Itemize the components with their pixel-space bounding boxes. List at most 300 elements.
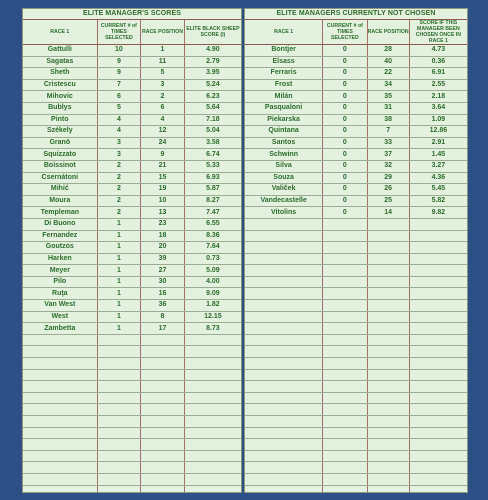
empty-cell <box>97 485 141 493</box>
table-cell: 4 <box>97 114 141 126</box>
empty-row <box>245 369 467 381</box>
empty-cell <box>367 427 409 439</box>
table-cell: 28 <box>367 45 409 57</box>
empty-cell <box>184 404 241 416</box>
table-row <box>23 311 241 323</box>
empty-cell <box>409 242 467 254</box>
table-cell: 1.09 <box>409 114 467 126</box>
table-cell: Bublys <box>23 102 97 114</box>
table-cell: 2 <box>97 160 141 172</box>
table-cell: 4 <box>141 114 185 126</box>
table-cell: 0 <box>323 114 367 126</box>
table-cell: Meyer <box>23 265 97 277</box>
col-header: ELITE BLACK SHEEP SCORE (I) <box>184 20 241 45</box>
table-cell: Gattulli <box>23 45 97 57</box>
empty-cell <box>323 485 367 493</box>
table-cell: 1 <box>97 311 141 323</box>
empty-cell <box>323 346 367 358</box>
empty-cell <box>245 334 323 346</box>
table-row <box>23 114 241 126</box>
empty-cell <box>245 427 323 439</box>
table-cell: 4.90 <box>184 45 241 57</box>
table-cell: 2 <box>141 91 185 103</box>
table-cell: 0 <box>323 102 367 114</box>
table-row <box>23 184 241 196</box>
empty-cell <box>323 473 367 485</box>
elite-scores-panel <box>22 8 242 493</box>
table-cell: 9.82 <box>409 207 467 219</box>
empty-cell <box>141 462 185 474</box>
not-chosen-panel <box>244 8 468 493</box>
empty-cell <box>409 369 467 381</box>
empty-cell <box>409 485 467 493</box>
table-cell: 1 <box>97 323 141 335</box>
table-cell: 0.73 <box>184 253 241 265</box>
table-cell: Ruţa <box>23 288 97 300</box>
table-cell: Frost <box>245 79 323 91</box>
table-cell: 3 <box>141 79 185 91</box>
table-cell: 2.18 <box>409 91 467 103</box>
table-cell: 35 <box>367 91 409 103</box>
table-row <box>245 137 467 149</box>
empty-cell <box>409 473 467 485</box>
empty-cell <box>323 381 367 393</box>
empty-cell <box>245 369 323 381</box>
table-cell: 6.23 <box>184 91 241 103</box>
table-cell: Cristescu <box>23 79 97 91</box>
empty-cell <box>184 358 241 370</box>
empty-row <box>245 450 467 462</box>
table-cell: 4 <box>97 126 141 138</box>
table-cell: 2.91 <box>409 137 467 149</box>
empty-cell <box>409 381 467 393</box>
empty-cell <box>97 439 141 451</box>
empty-cell <box>367 450 409 462</box>
table-cell: Milán <box>245 91 323 103</box>
table-cell: 3 <box>97 149 141 161</box>
empty-cell <box>245 230 323 242</box>
table-cell: Moura <box>23 195 97 207</box>
empty-cell <box>409 358 467 370</box>
empty-cell <box>141 381 185 393</box>
empty-cell <box>409 288 467 300</box>
header-row <box>245 20 467 45</box>
empty-cell <box>97 404 141 416</box>
col-header: CURRENT # of TIMES SELECTED <box>97 20 141 45</box>
empty-cell <box>323 450 367 462</box>
table-row <box>245 172 467 184</box>
empty-cell <box>367 311 409 323</box>
table-cell: 5.87 <box>184 184 241 196</box>
empty-cell <box>97 381 141 393</box>
table-cell: 29 <box>367 172 409 184</box>
empty-cell <box>245 218 323 230</box>
table-cell: 6 <box>97 91 141 103</box>
empty-cell <box>23 485 97 493</box>
table-cell: 26 <box>367 184 409 196</box>
empty-cell <box>245 392 323 404</box>
empty-cell <box>184 369 241 381</box>
empty-cell <box>367 218 409 230</box>
table-cell: 0 <box>323 68 367 80</box>
table-row <box>23 253 241 265</box>
empty-cell <box>23 381 97 393</box>
table-cell: 8 <box>141 311 185 323</box>
empty-cell <box>323 311 367 323</box>
table-cell: 10 <box>97 45 141 57</box>
empty-cell <box>141 416 185 428</box>
table-cell: 8.27 <box>184 195 241 207</box>
table-cell: Squizzato <box>23 149 97 161</box>
table-cell: Boissinot <box>23 160 97 172</box>
empty-cell <box>141 392 185 404</box>
table-cell: 1.82 <box>184 300 241 312</box>
table-cell: 1 <box>97 218 141 230</box>
empty-cell <box>184 392 241 404</box>
empty-cell <box>184 427 241 439</box>
empty-row <box>245 427 467 439</box>
empty-cell <box>323 427 367 439</box>
table-row <box>23 276 241 288</box>
col-header: SCORE IF THIS MANAGER BEEN CHOSEN ONCE IN RACE 1 <box>409 20 467 45</box>
table-row <box>23 300 241 312</box>
empty-row <box>245 358 467 370</box>
empty-cell <box>23 334 97 346</box>
empty-cell <box>409 334 467 346</box>
table-cell: 1 <box>141 45 185 57</box>
table-row <box>23 218 241 230</box>
table-row <box>23 230 241 242</box>
empty-cell <box>367 265 409 277</box>
table-cell: 0 <box>323 45 367 57</box>
table-cell: 7 <box>367 126 409 138</box>
table-row <box>245 149 467 161</box>
table-cell: Piekarska <box>245 114 323 126</box>
empty-row <box>23 439 241 451</box>
table-row <box>23 172 241 184</box>
table-row <box>23 323 241 335</box>
empty-cell <box>409 404 467 416</box>
table-row <box>23 195 241 207</box>
empty-row <box>23 392 241 404</box>
table-cell: 34 <box>367 79 409 91</box>
table-cell: Pinto <box>23 114 97 126</box>
empty-cell <box>23 392 97 404</box>
table-cell: 7.47 <box>184 207 241 219</box>
empty-cell <box>367 346 409 358</box>
table-cell: 27 <box>141 265 185 277</box>
table-cell: 12 <box>141 126 185 138</box>
table-cell: 0 <box>323 160 367 172</box>
empty-row <box>23 450 241 462</box>
empty-cell <box>245 358 323 370</box>
empty-cell <box>245 300 323 312</box>
table-cell: 5.82 <box>409 195 467 207</box>
table-cell: 5.64 <box>184 102 241 114</box>
empty-cell <box>409 427 467 439</box>
table-cell: 8.73 <box>184 323 241 335</box>
empty-cell <box>367 242 409 254</box>
empty-row <box>245 416 467 428</box>
empty-cell <box>409 265 467 277</box>
empty-row <box>245 346 467 358</box>
table-cell: 31 <box>367 102 409 114</box>
table-cell: Elsass <box>245 56 323 68</box>
table-cell: Vandecastelle <box>245 195 323 207</box>
empty-cell <box>323 265 367 277</box>
table-cell: Ferraris <box>245 68 323 80</box>
empty-cell <box>367 323 409 335</box>
empty-cell <box>323 323 367 335</box>
table-row <box>245 126 467 138</box>
empty-cell <box>245 276 323 288</box>
table-cell: 3 <box>97 137 141 149</box>
table-row <box>23 265 241 277</box>
table-cell: 2 <box>97 184 141 196</box>
empty-cell <box>323 462 367 474</box>
empty-row <box>245 439 467 451</box>
elite-scores-table <box>23 20 241 493</box>
table-cell: 1 <box>97 288 141 300</box>
table-cell: 1 <box>97 300 141 312</box>
empty-cell <box>323 218 367 230</box>
empty-row <box>23 334 241 346</box>
table-cell: 0 <box>323 184 367 196</box>
table-cell: 3.95 <box>184 68 241 80</box>
table-cell: 7 <box>97 79 141 91</box>
empty-row <box>245 311 467 323</box>
empty-cell <box>409 218 467 230</box>
table-cell: Goutzos <box>23 242 97 254</box>
table-cell: 0 <box>323 56 367 68</box>
table-cell: 4.00 <box>184 276 241 288</box>
empty-cell <box>409 323 467 335</box>
empty-cell <box>97 358 141 370</box>
empty-cell <box>141 346 185 358</box>
table-cell: 6 <box>141 102 185 114</box>
table-cell: 16 <box>141 288 185 300</box>
table-cell: 2 <box>97 207 141 219</box>
empty-cell <box>97 416 141 428</box>
empty-cell <box>141 427 185 439</box>
table-cell: 2.55 <box>409 79 467 91</box>
empty-cell <box>97 392 141 404</box>
table-cell: 12.15 <box>184 311 241 323</box>
table-row <box>23 207 241 219</box>
empty-row <box>23 473 241 485</box>
empty-cell <box>367 439 409 451</box>
empty-cell <box>323 300 367 312</box>
empty-cell <box>367 381 409 393</box>
table-row <box>23 45 241 57</box>
empty-row <box>23 416 241 428</box>
col-header: RACE POSITION <box>367 20 409 45</box>
table-cell: Zambetta <box>23 323 97 335</box>
empty-cell <box>184 416 241 428</box>
empty-row <box>245 288 467 300</box>
empty-cell <box>367 253 409 265</box>
empty-cell <box>323 276 367 288</box>
empty-cell <box>245 288 323 300</box>
table-cell: 24 <box>141 137 185 149</box>
empty-cell <box>245 265 323 277</box>
empty-row <box>245 276 467 288</box>
table-row <box>23 91 241 103</box>
table-row <box>245 184 467 196</box>
table-cell: 5 <box>97 102 141 114</box>
empty-row <box>245 334 467 346</box>
empty-cell <box>184 439 241 451</box>
empty-cell <box>367 392 409 404</box>
empty-cell <box>23 416 97 428</box>
table-cell: West <box>23 311 97 323</box>
table-cell: Quintana <box>245 126 323 138</box>
empty-cell <box>23 404 97 416</box>
table-cell: 0.36 <box>409 56 467 68</box>
empty-cell <box>23 427 97 439</box>
empty-cell <box>184 381 241 393</box>
empty-cell <box>245 253 323 265</box>
empty-cell <box>367 369 409 381</box>
empty-cell <box>184 450 241 462</box>
table-row <box>245 56 467 68</box>
table-cell: 5.33 <box>184 160 241 172</box>
table-cell: Van West <box>23 300 97 312</box>
empty-cell <box>141 369 185 381</box>
empty-cell <box>409 300 467 312</box>
table-cell: 3.27 <box>409 160 467 172</box>
table-cell: 3.58 <box>184 137 241 149</box>
table-cell: 37 <box>367 149 409 161</box>
table-cell: 10 <box>141 195 185 207</box>
table-cell: 12.86 <box>409 126 467 138</box>
empty-cell <box>409 416 467 428</box>
table-cell: 15 <box>141 172 185 184</box>
table-cell: 6.93 <box>184 172 241 184</box>
table-cell: 40 <box>367 56 409 68</box>
empty-cell <box>409 276 467 288</box>
empty-cell <box>245 416 323 428</box>
empty-cell <box>23 473 97 485</box>
empty-cell <box>409 450 467 462</box>
table-cell: 2 <box>97 172 141 184</box>
empty-cell <box>141 404 185 416</box>
table-row <box>23 68 241 80</box>
empty-cell <box>245 404 323 416</box>
table-cell: 23 <box>141 218 185 230</box>
empty-row <box>245 242 467 254</box>
table-cell: 5.24 <box>184 79 241 91</box>
table-row <box>23 137 241 149</box>
table-cell: 9 <box>97 68 141 80</box>
table-cell: 7.64 <box>184 242 241 254</box>
table-cell: 0 <box>323 195 367 207</box>
empty-row <box>23 485 241 493</box>
empty-cell <box>323 334 367 346</box>
table-row <box>245 45 467 57</box>
table-cell: 11 <box>141 56 185 68</box>
table-cell: 39 <box>141 253 185 265</box>
empty-cell <box>97 427 141 439</box>
empty-row <box>245 462 467 474</box>
empty-cell <box>367 462 409 474</box>
empty-cell <box>141 473 185 485</box>
table-cell: 5.09 <box>184 265 241 277</box>
table-cell: 1 <box>97 265 141 277</box>
empty-row <box>23 462 241 474</box>
empty-cell <box>245 381 323 393</box>
empty-row <box>245 253 467 265</box>
table-cell: 0 <box>323 149 367 161</box>
table-cell: 1 <box>97 276 141 288</box>
empty-row <box>245 265 467 277</box>
empty-row <box>245 473 467 485</box>
empty-cell <box>97 462 141 474</box>
empty-row <box>23 346 241 358</box>
empty-row <box>245 404 467 416</box>
empty-cell <box>245 485 323 493</box>
table-cell: Sheth <box>23 68 97 80</box>
empty-row <box>245 230 467 242</box>
table-row <box>23 149 241 161</box>
table-row <box>23 102 241 114</box>
table-cell: 6.91 <box>409 68 467 80</box>
table-cell: 25 <box>367 195 409 207</box>
table-cell: 4.73 <box>409 45 467 57</box>
empty-cell <box>323 242 367 254</box>
table-cell: 33 <box>367 137 409 149</box>
col-header: RACE 1 <box>245 20 323 45</box>
table-cell: Silva <box>245 160 323 172</box>
table-cell: Mihovic <box>23 91 97 103</box>
table-row <box>23 160 241 172</box>
empty-cell <box>367 334 409 346</box>
table-cell: Santos <box>245 137 323 149</box>
empty-cell <box>97 473 141 485</box>
empty-cell <box>323 439 367 451</box>
table-cell: 5 <box>141 68 185 80</box>
table-cell: 2 <box>97 195 141 207</box>
not-chosen-table <box>245 20 467 493</box>
empty-cell <box>184 473 241 485</box>
table-cell: 2.79 <box>184 56 241 68</box>
empty-cell <box>97 346 141 358</box>
table-cell: 1 <box>97 253 141 265</box>
panel-title: ELITE MANAGERS CURRENTLY NOT CHOSEN <box>245 9 467 20</box>
table-cell: Granö <box>23 137 97 149</box>
empty-cell <box>367 230 409 242</box>
table-cell: Di Buono <box>23 218 97 230</box>
table-cell: Harken <box>23 253 97 265</box>
table-cell: 6.55 <box>184 218 241 230</box>
table-cell: 30 <box>141 276 185 288</box>
empty-row <box>245 381 467 393</box>
col-header: CURRENT # of TIMES SELECTED <box>323 20 367 45</box>
table-cell: 1 <box>97 230 141 242</box>
table-row <box>23 288 241 300</box>
empty-cell <box>367 358 409 370</box>
table-cell: 32 <box>367 160 409 172</box>
table-cell: Pilo <box>23 276 97 288</box>
empty-cell <box>367 300 409 312</box>
table-cell: 20 <box>141 242 185 254</box>
empty-cell <box>409 462 467 474</box>
table-row <box>245 68 467 80</box>
empty-cell <box>245 346 323 358</box>
table-cell: 13 <box>141 207 185 219</box>
table-cell: 0 <box>323 126 367 138</box>
table-row <box>245 102 467 114</box>
